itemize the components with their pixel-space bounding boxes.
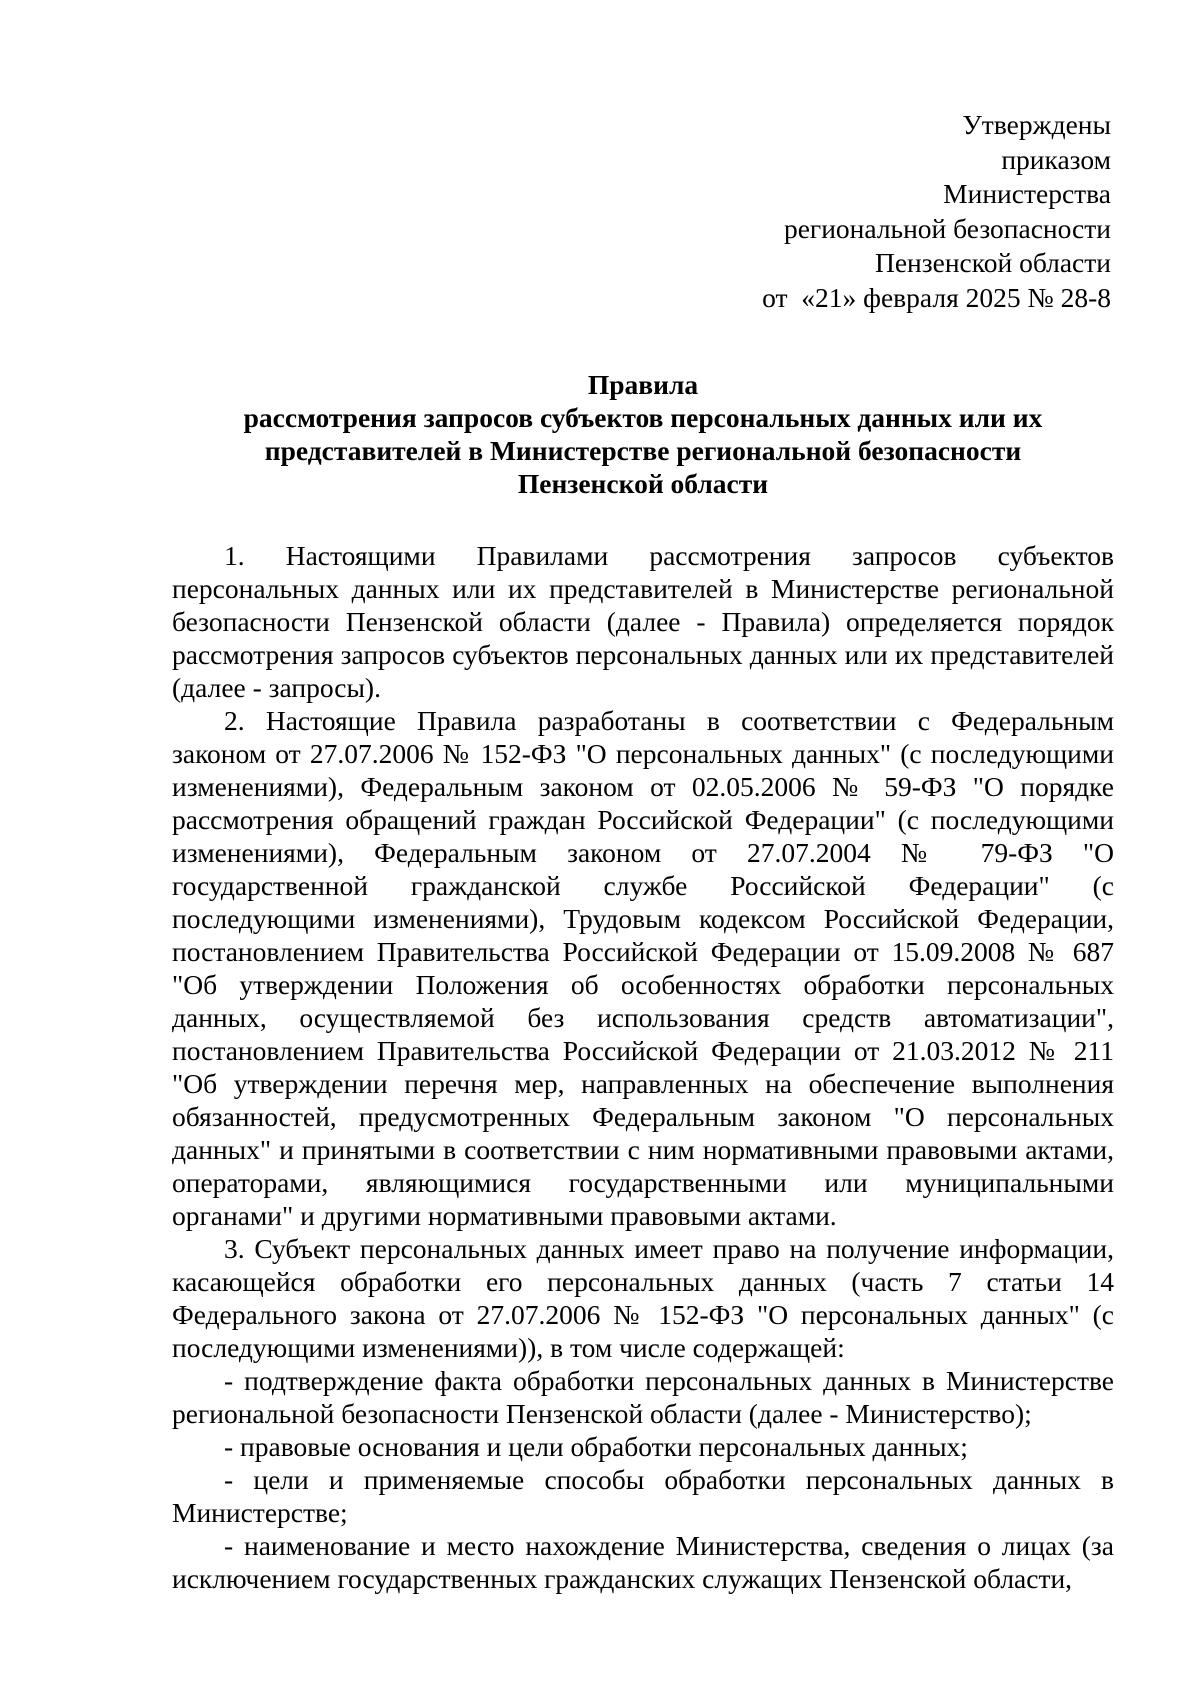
- list-item: - наименование и место нахождение Министерства, сведения о лицах (за исключением государственных гражданских служащих Пензенской области,: [172, 1530, 1114, 1594]
- title-line: представителей в Министерстве региональной безопасности: [264, 435, 1022, 466]
- approval-stamp: [551, 108, 1111, 315]
- list-item: - правовые основания и цели обработки персональных данных;: [224, 1431, 968, 1462]
- title-line: Пензенской области: [517, 468, 769, 499]
- approval-line: приказом: [1001, 143, 1111, 175]
- title-line: рассмотрения запросов субъектов персональных данных или их: [243, 402, 1043, 433]
- list-item: - цели и применяемые способы обработки персональных данных в Министерстве;: [172, 1464, 1114, 1528]
- list-item: - подтверждение факта обработки персональных данных в Министерстве региональной безопасности Пензенской области (далее - Министерство);: [172, 1365, 1114, 1429]
- paragraph-3: 3. Субъект персональных данных имеет право на получение информации, касающейся обработки его персональных данных (часть 7 статьи 14 Федерального закона от 27.07.2006 № 152-ФЗ "О персональных данных" (с последующими изменениями)), в том числе содержащей:: [172, 1233, 1114, 1363]
- approval-line: Пензенской области: [874, 247, 1111, 278]
- title-line: Правила: [587, 369, 699, 400]
- paragraph-2: 2. Настоящие Правила разработаны в соответствии с Федеральным законом от 27.07.2006 № 152-ФЗ "О персональных данных" (с последующими изменениями), Федеральным законом от 02.05.2006 № 59-ФЗ "О порядке рассмотрения обращений граждан Российской Федерации" (с последующими изменениями), Федеральным законом от 27.07.2004 № 79-ФЗ "О государственной гражданской службе Российской Федерации" (с последующими изменениями), Трудовым кодексом Российской Федерации, постановлением Правительства Российской Федерации от 15.09.2008 № 687 "Об утверждении Положения об особенностях обработки персональных данных, осуществляемой без использования средств автоматизации", постановлением Правительства Российской Федерации от 21.03.2012 № 211 "Об утверждении перечня мер, направленных на обеспечение выполнения обязанностей, предусмотренных Федеральным законом "О персональных данных" и принятыми в соответствии с ним нормативными правовыми актами, операторами, являющимися государственными или муниципальными органами" и другими нормативными правовыми актами.: [172, 705, 1114, 1231]
- approval-line: региональной безопасности: [783, 212, 1111, 244]
- approval-line: Утверждены: [962, 109, 1111, 140]
- paragraph-1: 1. Настоящими Правилами рассмотрения запросов субъектов персональных данных или их представителей в Министерстве региональной безопасности Пензенской области (далее - Правила) определяется порядок рассмотрения запросов субъектов персональных данных или их представителей (далее - запросы).: [172, 540, 1114, 703]
- document-title: [172, 368, 1114, 500]
- approval-line: Министерства: [943, 178, 1111, 209]
- document-body: [172, 539, 1114, 1595]
- approval-date-line: от «21» февраля 2025 № 28-8: [762, 281, 1111, 313]
